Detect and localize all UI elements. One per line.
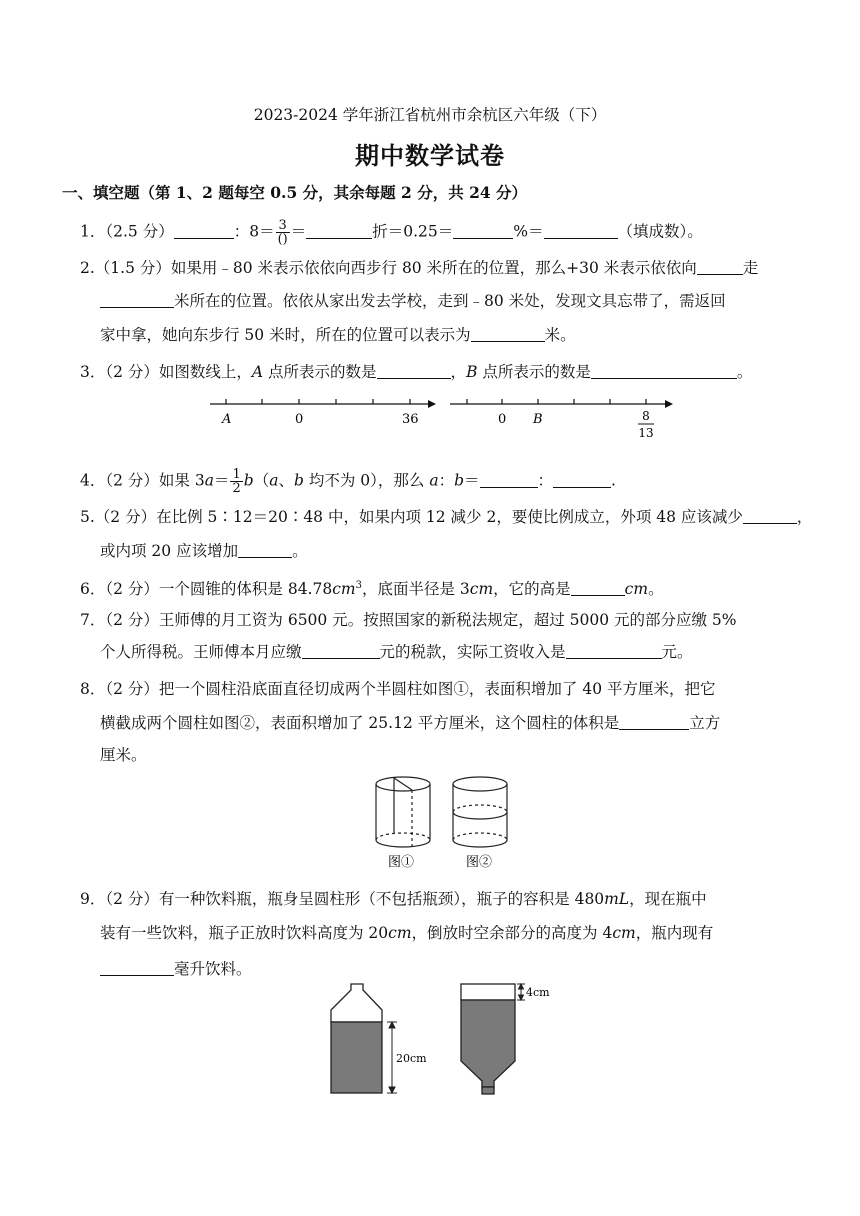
figure-2-label: 图② [466,855,493,870]
arrow-head-icon [665,400,673,408]
question-8-line-2: 横截成两个圆柱如图②，表面积增加了 25.12 平方厘米，这个圆柱的体积是 立方 [100,714,721,732]
answer-blank[interactable] [697,258,743,275]
question-9-line-3: 毫升饮料。 [100,958,252,980]
question-6: 6．（2 分）一个圆锥的体积是 $84.78cm^3$，底面半径是 3cm，它的高是 cm。 [80,580,664,599]
arrow-head-icon [428,400,436,408]
answer-blank[interactable] [238,541,292,558]
answer-blank[interactable] [174,222,234,239]
question-7-line-1: 7．（2 分）王师傅的月工资为 6500 元。按照国家的新税法规定，超过 5000 元的部分应缴 5% [80,611,737,629]
answer-blank[interactable] [743,507,797,524]
label-frac-num: 8 [642,409,650,423]
tick-marks-left [226,399,410,404]
label-zero-right: 0 [498,412,507,427]
dimension-4cm [517,984,525,1000]
label-4cm: 4cm [526,986,550,999]
label-B: B [533,412,543,427]
cylinder-cut-vertical [376,777,430,847]
answer-blank[interactable] [591,362,737,379]
bottle-cap-inverted [482,1087,494,1094]
bottle-figures [326,978,566,1098]
question-5-line-1: 5.（2 分）在比例 5∶12＝20∶48 中，如果内项 12 减少 2，要使比例成立，外项 48 应该减少 ， [80,508,813,526]
exam-subtitle: 期中数学试卷 [355,142,505,170]
question-9-line-2: 装有一些饮料，瓶子正放时饮料高度为 20cm，倒放时空余部分的高度为 4cm，瓶内现有 [100,924,714,942]
question-4: 4．（2 分）如果 3a＝ $\frac{1}{2}$ b（a、b 均不为 0），那么 a：b＝ ： . [80,467,616,496]
question-2-line-3: 家中拿，她向东步行 50 米时，所在的位置可以表示为 米。 [100,326,576,344]
question-9-line-1: 9．（2 分）有一种饮料瓶，瓶身呈圆柱形（不包括瓶颈），瓶子的容积是 480mL，现在瓶中 [80,890,707,908]
question-1: 1．（2.5 分） ：8＝ $\frac{3}{()}$ ＝ 折＝0.25＝ %＝ （填成数）。 [80,218,703,247]
answer-blank[interactable] [100,291,174,308]
answer-blank[interactable] [100,959,174,976]
label-36: 36 [402,412,419,427]
figure-1-label: 图① [388,855,415,870]
answer-blank[interactable] [377,362,451,379]
answer-blank[interactable] [302,642,380,659]
question-8-line-1: 8．（2 分）把一个圆柱沿底面直径切成两个半圆柱如图①，表面积增加了 40 平方厘米，把它 [80,680,716,698]
answer-blank[interactable] [571,579,625,596]
exam-title: 2023-2024 学年浙江省杭州市余杭区六年级（下） [253,106,607,124]
answer-blank[interactable] [566,642,662,659]
bottle-neck-upright [331,984,382,1022]
fraction: $\frac{3}{()}$ [277,218,288,247]
answer-blank[interactable] [544,222,618,239]
answer-blank[interactable] [471,325,545,342]
answer-blank[interactable] [453,222,513,239]
question-2-line-1: 2.（1.5 分）如果用﹣80 米表示依依向西步行 80 米所在的位置，那么+30 米表示依依向 走 [80,259,759,277]
label-20cm: 20cm [396,1052,427,1065]
number-line-figure [200,395,690,447]
tick-marks-right [467,399,646,404]
answer-blank[interactable] [480,471,538,488]
answer-blank[interactable] [306,222,372,239]
answer-blank[interactable] [553,471,611,488]
answer-blank[interactable] [619,713,689,730]
section-heading: 一、填空题（第 1、2 题每空 0.5 分，其余每题 2 分，共 24 分） [62,183,528,202]
label-A: A [222,412,232,427]
cylinder-figures [366,772,526,876]
question-5-line-2: 或内项 20 应该增加 。 [100,542,308,560]
bottle-liquid-upright [331,1022,382,1093]
bottle-empty-inverted [461,984,515,1000]
question-2-line-2: 米所在的位置。依依从家出发去学校，走到﹣80 米处，发现文具忘带了，需返回 [100,290,726,312]
question-3: 3．（2 分）如图数线上，A 点所表示的数是 ，B 点所表示的数是 。 [80,363,753,381]
bottle-liquid-inverted [461,1000,515,1087]
question-7-line-2: 个人所得税。王师傅本月应缴 元的税款，实际工资收入是 元。 [100,643,693,661]
question-8-line-3: 厘米。 [100,746,147,764]
cylinder-cut-horizontal [453,777,507,847]
label-frac-den: 13 [638,426,654,440]
fraction: $\frac{1}{2}$ [232,467,241,496]
label-zero-left: 0 [295,412,304,427]
